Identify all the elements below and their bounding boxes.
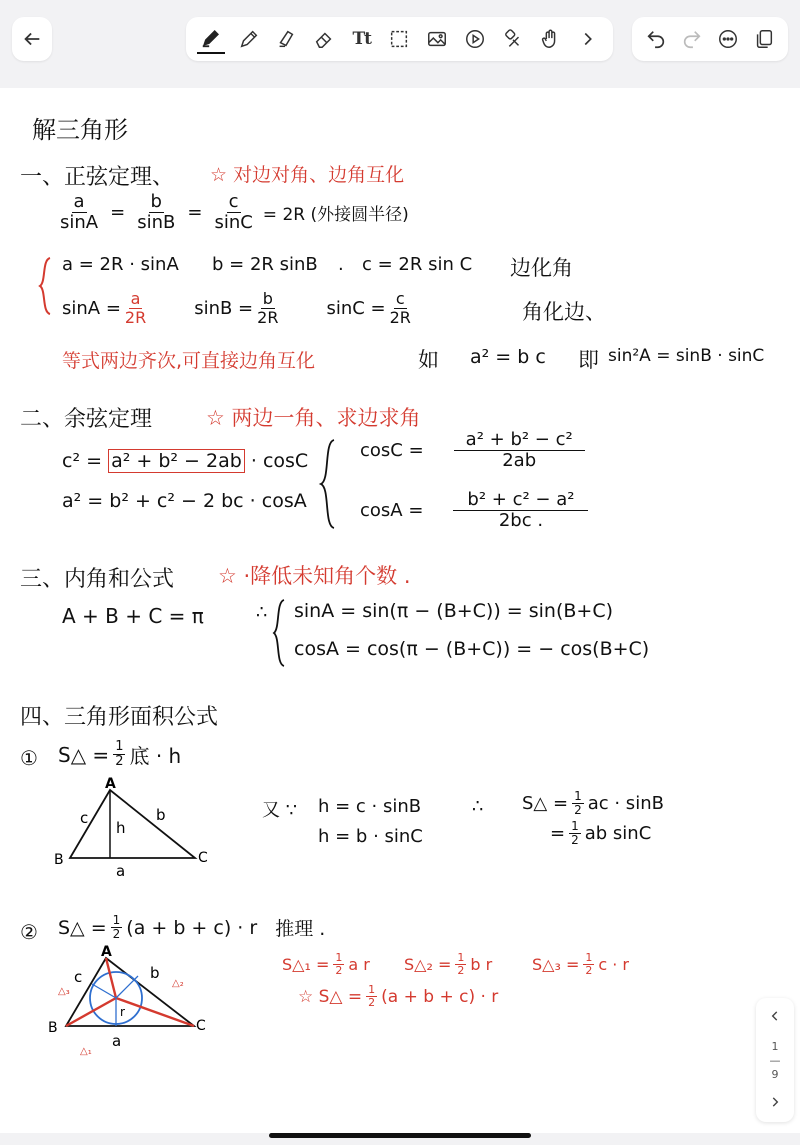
altitude-h-label: h <box>116 819 126 837</box>
s4-S2: = $\frac{1}{2}$ ab sinC <box>550 819 652 848</box>
brace-red <box>38 256 52 316</box>
fraction: $\frac{b}{\sin B}$ <box>137 191 176 233</box>
s2-cosA: cosA = $\frac{\text{b² + c² − a²}}{2bc .}$ <box>360 490 592 531</box>
s4-S1: S△ = $\frac{1}{2}$ ac · sinB <box>522 789 664 818</box>
fraction: $\frac{\text{a² + b² − c²}}{2ab}$ <box>454 430 585 471</box>
pencil-icon[interactable] <box>235 25 263 53</box>
s1-line-a: a = 2R · sinA <box>62 254 179 275</box>
s4-h1: h = c · sinB <box>318 796 422 817</box>
actions-bar <box>632 17 788 61</box>
vertex-B-label: B <box>54 852 64 868</box>
s1-red-note: 等式两边齐次,可直接边角互化 <box>62 350 316 372</box>
fraction: $\frac{1}{2}$ <box>115 739 124 770</box>
image-icon[interactable] <box>423 25 451 53</box>
s4-sd1: S△₁ = $\frac{1}{2}$ a r <box>282 951 370 978</box>
fraction: $\frac{1}{2}$ <box>574 789 582 818</box>
s4-m2-number: ② <box>20 920 38 944</box>
top-toolbar <box>0 0 800 88</box>
page-separator: — <box>769 1054 781 1067</box>
s2-c2-formula: c² = a² + b² − 2ab · cosC <box>62 450 309 472</box>
delta2-label: △₂ <box>172 978 184 989</box>
s1-bian-hua-jiao: 边化角 <box>510 256 573 280</box>
side-c-label: c <box>74 968 83 986</box>
s3-therefore: ∴ <box>256 602 268 623</box>
drag-grip-icon[interactable] <box>391 6 409 12</box>
undo-icon[interactable] <box>642 25 670 53</box>
fraction: $\frac{a}{2R}$ <box>124 289 147 327</box>
delta3-label: △₃ <box>58 986 70 997</box>
s4-m2-formula: S△ = $\frac{1}{2}$ (a + b + c) · r 推理 . <box>58 913 326 942</box>
fraction: $\frac{a}{\sin A}$ <box>60 191 99 233</box>
side-b-label: b <box>150 964 160 982</box>
vertex-B-label: B <box>48 1020 58 1036</box>
s3-star-note: ☆ ·降低未知角个数 . <box>218 564 411 588</box>
arrow-left-icon <box>18 25 46 53</box>
inradius-r-label: r <box>120 1005 125 1019</box>
back-button[interactable] <box>12 17 52 61</box>
s3-angle-sum: A + B + C = π <box>62 604 204 628</box>
fraction: $\frac{1}{2}$ <box>585 951 593 978</box>
side-a-label: a <box>116 862 126 880</box>
shape-link-icon[interactable] <box>499 25 527 53</box>
s3-sinA: sinA = sin(π − (B+C)) = sin(B+C) <box>294 600 614 622</box>
current-page: 1 <box>771 1040 779 1053</box>
s1-ratio-formula: $\frac{a}{\sin A}$ = $\frac{b}{\sin B}$ = $\frac{c}{\sin C}$ = 2R (外接圆半径) <box>60 191 409 233</box>
s1-heading: 一、正弦定理、 <box>20 165 175 190</box>
s1-line-c: c = 2R sin C <box>362 254 473 275</box>
vertex-A-label: A <box>101 944 112 960</box>
prev-page-button[interactable] <box>756 1002 794 1030</box>
lasso-select-icon[interactable] <box>385 25 413 53</box>
fraction: $\frac{1}{2}$ <box>457 951 465 978</box>
s4-m1-number: ① <box>20 746 38 770</box>
fraction: $\frac{c}{2R}$ <box>389 289 411 327</box>
highlight-box: a² + b² − 2ab <box>108 449 245 473</box>
play-icon[interactable] <box>461 25 489 53</box>
vertex-C-label: C <box>198 850 208 866</box>
brace-small <box>272 598 286 668</box>
s3-cosA: cosA = cos(π − (B+C)) = − cos(B+C) <box>294 638 650 660</box>
s1-example-2: sin²A = sinB · sinC <box>608 346 765 366</box>
s1-line-b: b = 2R sinB <box>212 254 318 275</box>
fraction: $\frac{\text{b² + c² − a²}}{2bc .}$ <box>453 490 588 531</box>
s2-a2-formula: a² = b² + c² − 2 bc · cosA <box>62 490 307 512</box>
vertex-A-label: A <box>105 776 116 792</box>
page-title: 解三角形 <box>32 116 128 144</box>
total-pages: 9 <box>771 1068 779 1081</box>
fraction: $\frac{b}{2R}$ <box>257 289 279 327</box>
s4-you: 又 ∵ <box>262 800 298 821</box>
s1-dot: . <box>338 254 344 275</box>
side-a-label: a <box>112 1032 122 1050</box>
text-tool[interactable]: Tt <box>352 29 371 49</box>
vertex-C-label: C <box>196 1018 206 1034</box>
more-icon[interactable] <box>714 25 742 53</box>
s1-jiao-hua-bian: 角化边、 <box>522 300 606 324</box>
s2-cosC: cosC = $\frac{\text{a² + b² − c²}}{2ab}$ <box>360 430 589 471</box>
eraser-icon[interactable] <box>310 25 338 53</box>
s1-sin-row: sinA = $\frac{a}{2R}$ sinB = $\frac{b}{2R}$ sinC = $\frac{c}{2R}$ <box>62 289 411 327</box>
fraction: $\frac{c}{\sin C}$ <box>214 191 253 233</box>
s4-star-area: ☆ S△ = $\frac{1}{2}$ (a + b + c) · r <box>298 983 499 1010</box>
delta1-label: △₁ <box>80 1046 92 1057</box>
s1-ru: 如 <box>418 348 439 372</box>
pen-icon[interactable] <box>197 24 225 54</box>
chevron-right-icon[interactable] <box>574 25 602 53</box>
fraction: $\frac{1}{2}$ <box>112 913 121 942</box>
page-navigator <box>756 998 794 1122</box>
note-canvas[interactable] <box>0 88 800 1133</box>
s1-example-1: a² = b c <box>470 346 546 368</box>
side-c-label: c <box>80 809 89 827</box>
s4-m1-formula: S△ = $\frac{1}{2}$ 底 · h <box>58 739 182 770</box>
pages-icon[interactable] <box>750 25 778 53</box>
side-b-label: b <box>156 806 166 824</box>
chevron-right-icon <box>768 1095 782 1109</box>
s4-therefore: ∴ <box>472 796 484 817</box>
s4-h2: h = b · sinC <box>318 826 423 847</box>
s4-sd2: S△₂ = $\frac{1}{2}$ b r <box>404 951 493 978</box>
redo-icon[interactable] <box>678 25 706 53</box>
brace-black <box>318 438 336 530</box>
fraction: $\frac{1}{2}$ <box>571 819 579 848</box>
s4-heading: 四、三角形面积公式 <box>20 705 219 730</box>
s3-heading: 三、内角和公式 <box>20 567 175 592</box>
s2-heading: 二、余弦定理 <box>20 407 153 432</box>
home-indicator[interactable] <box>269 1133 531 1138</box>
fraction: $\frac{1}{2}$ <box>335 951 343 978</box>
drawing-tools-bar <box>186 17 613 61</box>
s4-sd3: S△₃ = $\frac{1}{2}$ c · r <box>532 951 630 978</box>
highlighter-icon[interactable] <box>272 25 300 53</box>
triangle-incircle-diagram <box>44 946 224 1058</box>
s1-star-note: ☆ 对边对角、边角互化 <box>210 164 405 186</box>
fraction: $\frac{1}{2}$ <box>368 983 376 1010</box>
triangle-altitude-diagram <box>50 778 220 878</box>
chevron-left-icon <box>768 1009 782 1023</box>
s1-ji: 即 <box>578 348 599 372</box>
s2-star-note: ☆ 两边一角、求边求角 <box>206 406 421 430</box>
hand-touch-icon[interactable] <box>536 25 564 53</box>
next-page-button[interactable] <box>756 1088 794 1116</box>
